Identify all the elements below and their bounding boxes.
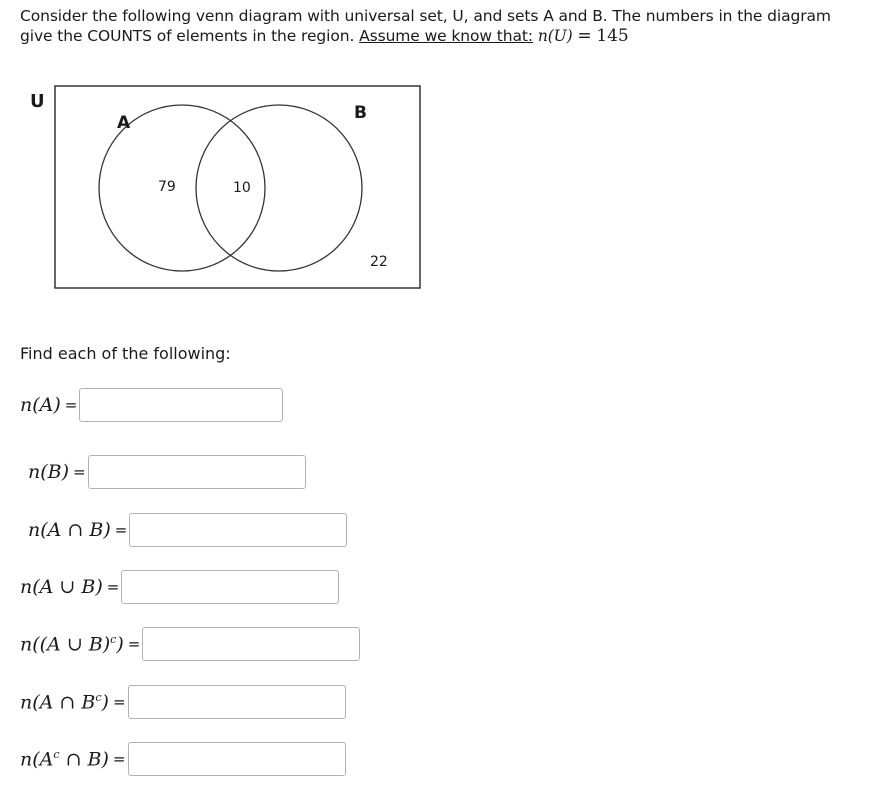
question-n-union-complement [20, 626, 360, 662]
universal-set-label: U [30, 91, 45, 112]
known-lhs: n(U) [537, 27, 573, 45]
problem-statement [20, 6, 870, 46]
intro-line-2-text: give the COUNTS of elements in the region. [20, 27, 360, 45]
answer-union-complement-input[interactable] [142, 627, 360, 661]
answer-union-input[interactable] [121, 570, 339, 604]
question-label [20, 748, 109, 770]
question-n-a-complement-intersect-b [20, 741, 346, 777]
answer-intersection-input[interactable] [129, 513, 347, 547]
question-label-pre: n(A ∩ B [20, 691, 96, 714]
question-n-a [20, 387, 283, 423]
equals-sign: = [114, 521, 128, 539]
assumption-lead: Assume we know that: [359, 27, 533, 45]
question-label: n(A) [20, 394, 61, 416]
answer-n-a-input[interactable] [79, 388, 283, 422]
equals-sign: = [112, 750, 126, 768]
question-label: n(A ∩ B) [28, 519, 111, 541]
question-label-post: ) [116, 633, 124, 656]
only-a-count: 79 [158, 179, 176, 195]
set-b-label: B [354, 103, 367, 123]
question-n-a-intersect-b-complement [20, 684, 346, 720]
answer-n-b-input[interactable] [88, 455, 306, 489]
question-label: n(B) [28, 461, 70, 483]
equals-sign: = [64, 396, 78, 414]
equals-sign: = [112, 693, 126, 711]
known-value: 145 [596, 26, 629, 46]
complement-superscript: c [53, 747, 60, 761]
intro-line-1: Consider the following venn diagram with universal set, U, and sets A and B. The numbers in the diagram [20, 7, 831, 25]
outside-count: 22 [370, 254, 388, 270]
question-label [20, 691, 109, 713]
question-label-pre: n(A [20, 748, 54, 771]
question-n-a-union-b [20, 569, 339, 605]
complement-superscript: c [95, 690, 102, 704]
question-n-a-intersect-b [28, 512, 347, 548]
answer-b-not-a-input[interactable] [128, 742, 346, 776]
known-equals: = [577, 26, 592, 46]
question-n-b [28, 454, 306, 490]
set-a-label: A [117, 113, 131, 133]
question-label [20, 633, 124, 655]
complement-superscript: c [110, 632, 117, 646]
equals-sign: = [127, 635, 141, 653]
question-label-pre: n((A ∪ B) [20, 633, 111, 656]
intro-line-2 [20, 26, 870, 46]
intersection-count: 10 [233, 180, 251, 196]
question-label-post: ) [101, 691, 109, 714]
answer-a-not-b-input[interactable] [128, 685, 346, 719]
venn-diagram [25, 84, 425, 294]
question-label: n(A ∪ B) [20, 576, 103, 598]
equals-sign: = [73, 463, 86, 481]
prompt-text: Find each of the following: [20, 344, 231, 363]
question-label-post: ∩ B) [59, 748, 109, 771]
equals-sign: = [106, 578, 120, 596]
